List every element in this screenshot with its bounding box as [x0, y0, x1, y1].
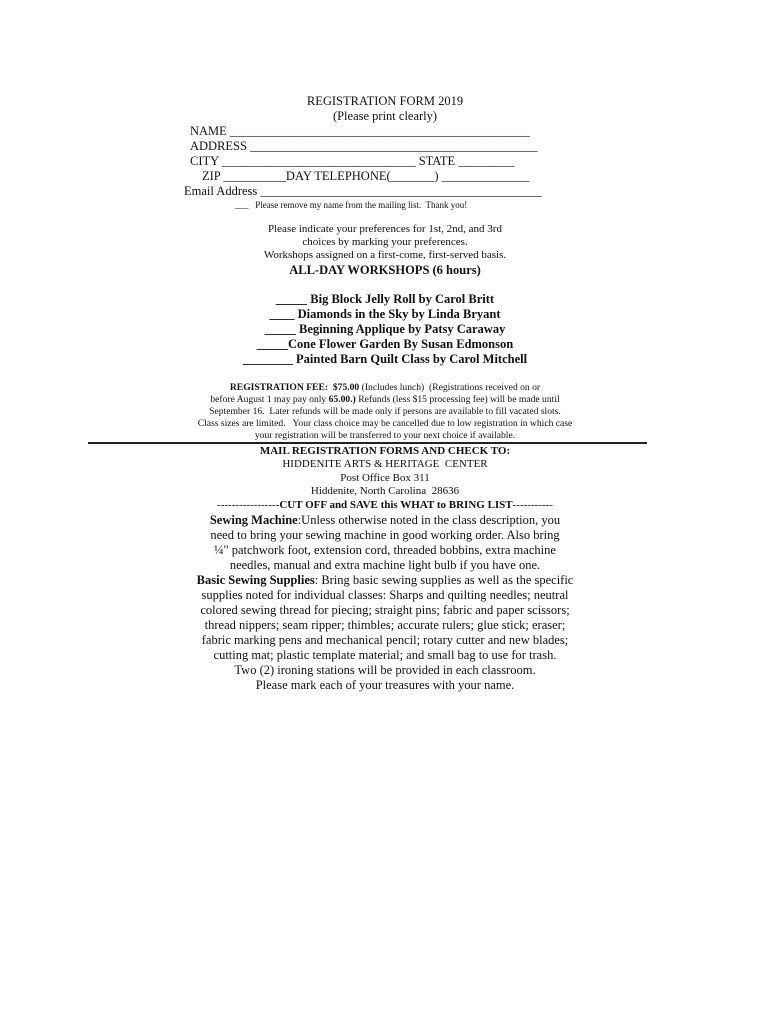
name-field[interactable]: NAME ________________________________________________: [190, 124, 530, 138]
workshop-item[interactable]: ____ Diamonds in the Sky by Linda Bryant: [269, 307, 501, 321]
optout-note: Please remove my name from the mailing list. Thank you!: [255, 200, 468, 210]
instructions-line-2: choices by marking your preferences.: [302, 236, 468, 248]
basic-line-2: supplies noted for individual classes: Sharps and quilting needles; neutral: [201, 588, 569, 602]
email-field[interactable]: Email Address _____________________________________________: [184, 184, 542, 198]
basic-line-3: colored sewing thread for piecing; straight pins; fabric and paper scissors;: [200, 603, 570, 617]
divider-rule: [88, 442, 647, 444]
sewing-line-1: Sewing Machine:Unless otherwise noted in the class description, you: [209, 513, 561, 527]
mail-city: Hiddenite, North Carolina 28636: [310, 485, 460, 497]
mark-note: Please mark each of your treasures with your name.: [255, 678, 515, 692]
basic-line-5: fabric marking pens and mechanical pencil; rotary cutter and new blades;: [201, 633, 569, 647]
form-subtitle: (Please print clearly): [332, 109, 438, 123]
workshop-item[interactable]: _____Cone Flower Garden By Susan Edmonson: [256, 337, 514, 351]
fee-line-3: September 16. Later refunds will be made only if persons are available to fill vacated slots.: [209, 406, 561, 417]
workshop-item[interactable]: _____ Big Block Jelly Roll by Carol Britt: [275, 292, 495, 306]
workshop-item[interactable]: _____ Beginning Applique by Patsy Caraway: [264, 322, 506, 336]
cutoff-line: -----------------CUT OFF and SAVE this WHAT to BRING LIST-----------: [217, 499, 553, 511]
address-field[interactable]: ADDRESS ______________________________________________: [190, 139, 538, 153]
form-title: REGISTRATION FORM 2019: [306, 94, 464, 108]
fee-line-5: your registration will be transferred to your next choice if available.: [254, 430, 516, 441]
mailing-list-optout[interactable]: [235, 200, 467, 210]
fee-line-4: Class sizes are limited. Your class choice may be cancelled due to low registration in which case: [197, 418, 573, 429]
fee-label: REGISTRATION FEE: $75.00: [229, 382, 360, 393]
basic-line-4: thread nippers; seam ripper; thimbles; accurate rulers; glue stick; eraser;: [204, 618, 566, 632]
workshops-heading: ALL-DAY WORKSHOPS (6 hours): [289, 263, 481, 277]
fee-line-1: REGISTRATION FEE: $75.00 (Includes lunch) (Registrations received on or: [229, 382, 541, 393]
ironing-note: Two (2) ironing stations will be provided in each classroom.: [234, 663, 536, 677]
basic-line-6: cutting mat; plastic template material; and small bag to use for trash.: [213, 648, 557, 662]
instructions-line-1: Please indicate your preferences for 1st, 2nd, and 3rd: [268, 223, 502, 235]
optout-blank[interactable]: ___: [235, 200, 249, 210]
workshop-item[interactable]: ________ Painted Barn Quilt Class by Carol Mitchell: [242, 352, 528, 366]
instructions-line-3: Workshops assigned on a first-come, first-served basis.: [263, 249, 507, 261]
basic-label: Basic Sewing Supplies: [196, 573, 315, 587]
sewing-line-4: needles, manual and extra machine light bulb if you have one.: [229, 558, 541, 572]
sewing-line-3: ¼" patchwork foot, extension cord, threaded bobbins, extra machine: [214, 543, 556, 557]
mail-org: HIDDENITE ARTS & HERITAGE CENTER: [282, 458, 488, 470]
city-state-field[interactable]: CITY _______________________________ STATE _________: [190, 154, 515, 168]
sewing-label: Sewing Machine: [209, 513, 298, 527]
mail-box: Post Office Box 311: [340, 472, 430, 484]
zip-telephone-field[interactable]: ZIP __________DAY TELEPHONE(_______) ______________: [202, 169, 530, 183]
cutoff-label: CUT OFF and SAVE this WHAT to BRING LIST: [279, 499, 513, 511]
mail-heading: MAIL REGISTRATION FORMS AND CHECK TO:: [259, 445, 511, 457]
fee-line-2: before August 1 may pay only 65.00.) Refunds (less $15 processing fee) will be made until: [210, 394, 560, 405]
basic-line-1: Basic Sewing Supplies: Bring basic sewing supplies as well as the specific: [196, 573, 574, 587]
sewing-line-2: need to bring your sewing machine in good working order. Also bring: [210, 528, 560, 542]
